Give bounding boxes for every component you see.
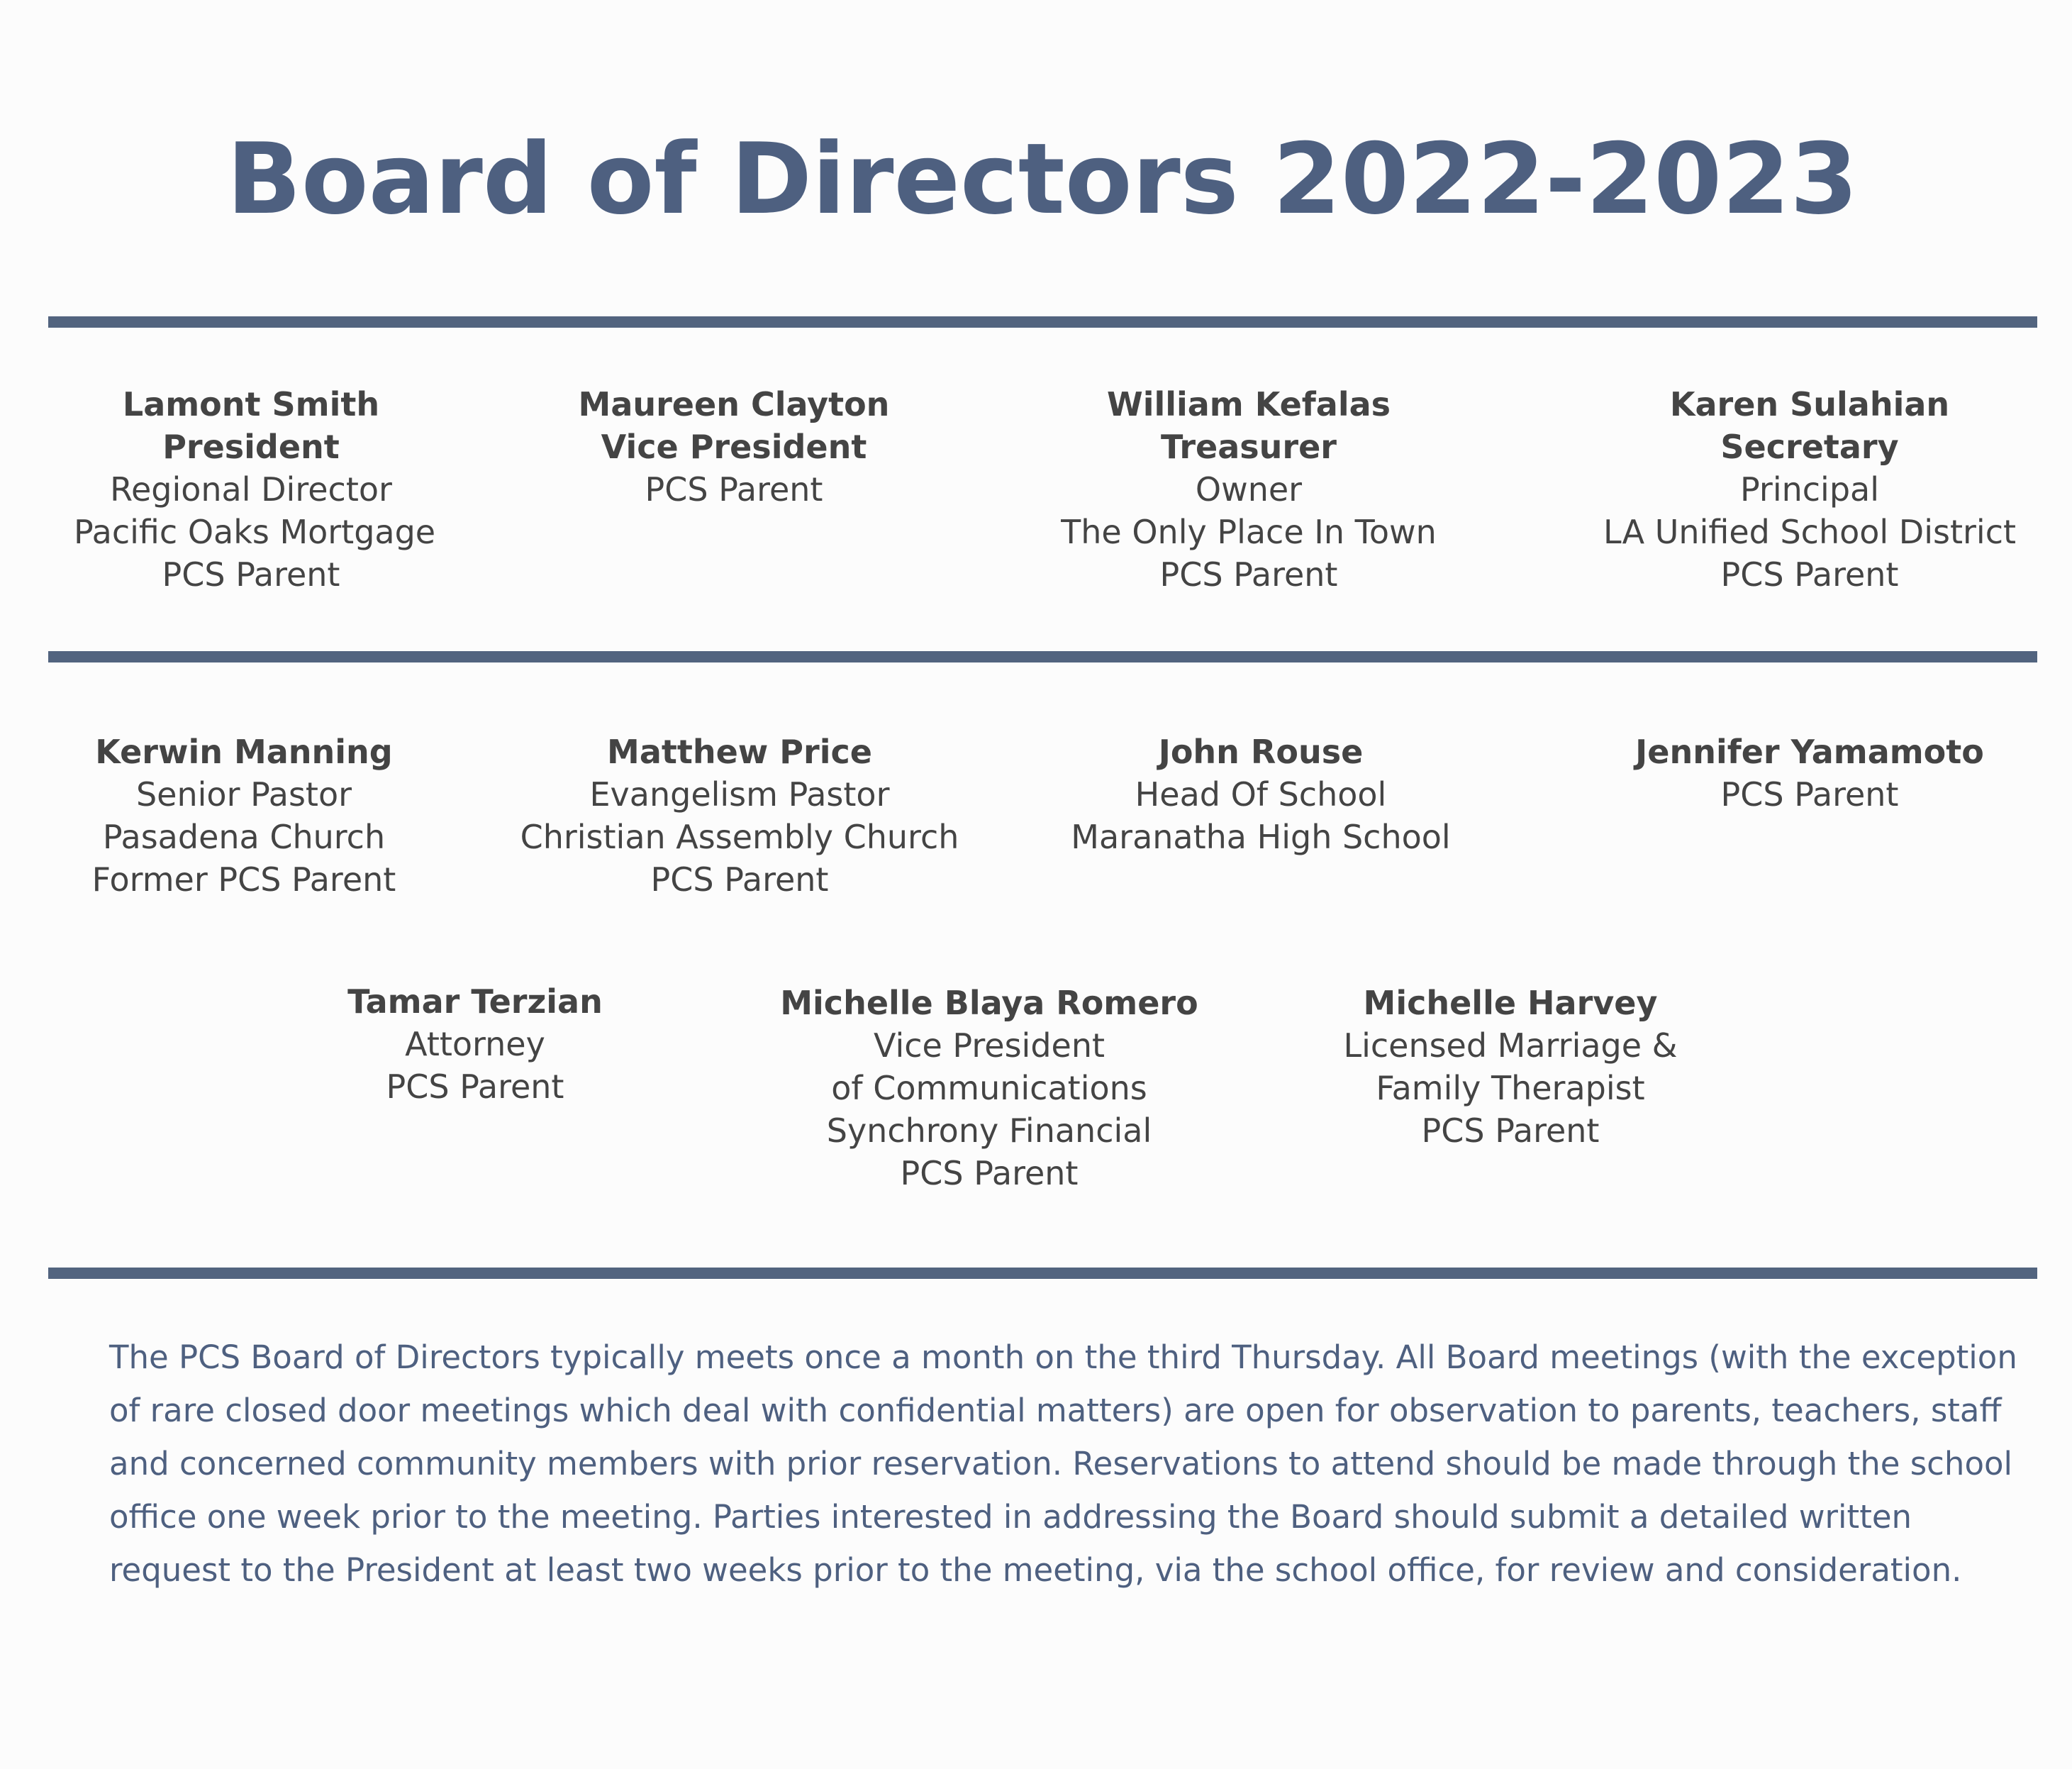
board-member-lamont-smith [74,383,436,596]
member-role: Vice President [601,428,867,466]
board-member-kerwin-manning [67,731,421,901]
member-name: Kerwin Manning [95,733,393,771]
member-name: Michelle Harvey [1363,984,1658,1022]
member-detail: Christian Assembly Church [520,818,959,856]
member-detail: Senior Pastor [135,775,352,814]
member-detail: Principal [1739,470,1880,509]
board-member-michelle-harvey [1298,982,1723,1152]
board-member-matthew-price [509,731,970,901]
member-name: Jennifer Yamamoto [1635,733,1984,771]
middle-divider [48,651,2037,662]
member-detail: Head Of School [1135,775,1387,814]
board-member-jennifer-yamamoto [1597,731,2022,816]
member-detail: Former PCS Parent [91,860,396,899]
member-detail: LA Unified School District [1603,513,2017,551]
paragraph-line: office one week prior to the meeting. Parties interested in addressing the Board should submit a detailed written [109,1498,1912,1536]
member-name: Michelle Blaya Romero [780,984,1198,1022]
member-detail: Family Therapist [1376,1069,1645,1107]
member-detail: Pasadena Church [102,818,386,856]
meeting-info-paragraph [109,1331,2024,1597]
bottom-divider [48,1268,2037,1279]
member-name: Maureen Clayton [578,385,890,423]
member-detail: of Communications [831,1069,1147,1107]
member-detail: PCS Parent [162,555,340,594]
member-detail: PCS Parent [1720,775,1899,814]
member-name: Lamont Smith [122,385,380,423]
member-name: William Kefalas [1106,385,1391,423]
member-detail: PCS Parent [1421,1111,1600,1150]
member-detail: Attorney [405,1025,545,1063]
board-member-john-rouse [1048,731,1474,858]
board-member-william-kefalas [1036,383,1461,596]
member-detail: PCS Parent [645,470,823,509]
board-member-karen-sulahian [1579,383,2040,596]
member-role: Secretary [1720,428,1899,466]
member-name: Karen Sulahian [1669,385,1950,423]
top-divider [48,316,2037,328]
member-detail: PCS Parent [1720,555,1899,594]
paragraph-line: of rare closed door meetings which deal with confidential matters) are open for observation to parents, teachers, staff [109,1392,2002,1429]
member-detail: Maranatha High School [1071,818,1451,856]
member-detail: Synchrony Financial [826,1111,1152,1150]
board-member-michelle-blaya-romero [776,982,1202,1194]
board-member-tamar-terzian [298,980,652,1108]
member-detail: PCS Parent [650,860,829,899]
board-member-maureen-clayton [557,383,911,511]
page-title: Board of Directors 2022-2023 [226,122,1859,236]
member-detail: Owner [1195,470,1303,509]
member-detail: PCS Parent [1159,555,1338,594]
member-detail: Vice President [873,1026,1105,1065]
member-detail: The Only Place In Town [1061,513,1437,551]
member-detail: PCS Parent [900,1154,1079,1192]
paragraph-line: request to the President at least two weeks prior to the meeting, via the school office, for review and consideration. [109,1551,1962,1589]
member-role: Treasurer [1161,428,1337,466]
member-name: John Rouse [1158,733,1364,771]
member-name: Matthew Price [607,733,872,771]
member-detail: Pacific Oaks Mortgage [74,513,436,551]
member-detail: Licensed Marriage & [1343,1026,1678,1065]
member-detail: Evangelism Pastor [589,775,890,814]
member-name: Tamar Terzian [347,982,603,1021]
member-role: President [162,428,340,466]
member-detail: PCS Parent [386,1068,564,1106]
member-detail: Regional Director [110,470,392,509]
paragraph-line: The PCS Board of Directors typically meets once a month on the third Thursday. All Board meetings (with the exception [109,1338,2017,1376]
paragraph-line: and concerned community members with prior reservation. Reservations to attend should be made through the school [109,1445,2013,1482]
